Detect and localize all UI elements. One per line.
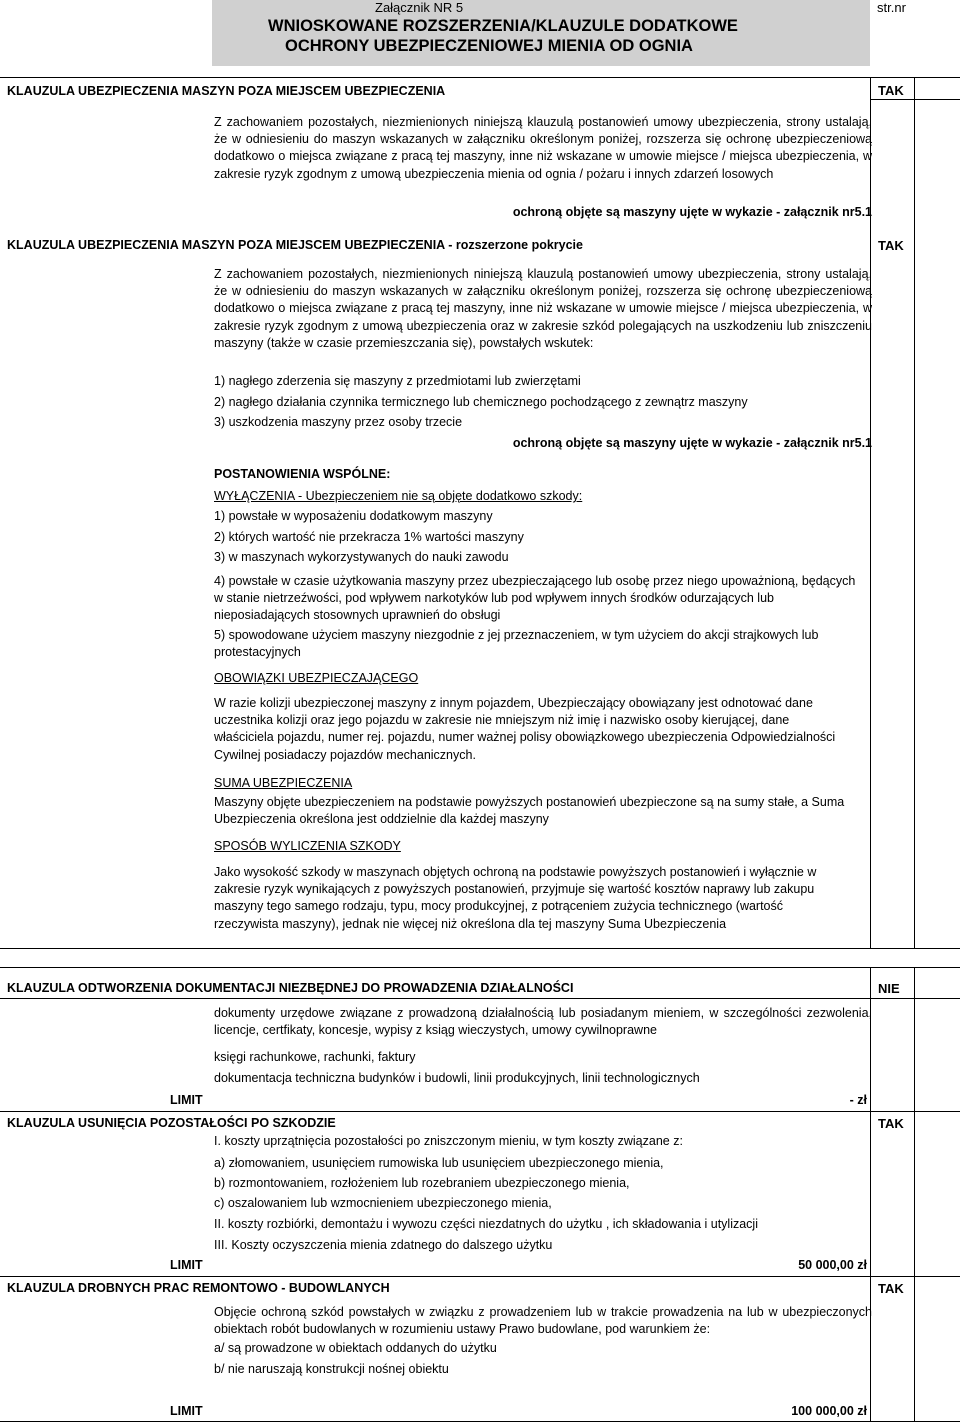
list-item: 3) uszkodzenia maszyny przez osoby trzecie [214, 415, 463, 429]
document-title-line1: WNIOSKOWANE ROZSZERZENIA/KLAUZULE DODATKOWE [268, 17, 738, 35]
sum-body: Maszyny objęte ubezpieczeniem na podstawie powyższych postanowień ubezpieczone są na sumy stałe, a Suma Ubezpieczenia określona jest oddzielnie dla każdej maszyny [214, 795, 845, 827]
list-item: I. koszty uprzątnięcia pozostałości po zniszczonym mieniu, w tym koszty związane z: [214, 1134, 683, 1148]
exclusions-title: WYŁĄCZENIA - Ubezpieczeniem nie są objęte dodatkowo szkody: [214, 489, 583, 503]
limit-value: 100 000,00 zł [791, 1404, 867, 1418]
section-answer: TAK [878, 83, 904, 98]
rule [0, 1276, 960, 1277]
document-title-line2: OCHRONY UBEZPIECZENIOWEJ MIENIA OD OGNIA [285, 37, 693, 55]
limit-value: - zł [849, 1093, 867, 1107]
section-title-documentation: KLAUZULA ODTWORZENIA DOKUMENTACJI NIEZBĘDNEJ DO PROWADZENIA DZIAŁALNOŚCI [7, 981, 574, 995]
section-body: Objęcie ochroną szkód powstałych w związku z prowadzeniem lub w trakcie prowadzenia na lub w ubezpieczonych obiektach robót budowlanych w rozumieniu ustawy Prawo budowlane, pod warunkiem że: [214, 1305, 872, 1337]
section-body: Z zachowaniem pozostałych, niezmienionych niniejszą klauzulą postanowień umowy ubezpieczenia, strony ustalają, że w odniesieniu do maszyn wskazanych w załączniku określonym poniżej, rozszerza się ochronę ubezpieczeniową dodatkowo o miejsca związane z pracą tej maszyny, inne niż wskazane w umowie miejsce / miejsca ubezpieczenia, w zakresie ryzyk zgodnym z umową ubezpieczenia mienia od ognia / pożaru i innych zdarzeń losowych [214, 115, 872, 181]
list-item: 2) nagłego działania czynnika termicznego lub chemicznego pochodzącego z zewnątrz maszyny [214, 395, 748, 409]
sum-title: SUMA UBEZPIECZENIA [214, 776, 353, 790]
rule [0, 1421, 960, 1422]
section-title-debris-removal: KLAUZULA USUNIĘCIA POZOSTAŁOŚCI PO SZKODZIE [7, 1116, 336, 1130]
list-item: b) rozmontowaniem, rozłożeniem lub rozebraniem ubezpieczonego mienia, [214, 1176, 630, 1190]
duties-body: W razie kolizji ubezpieczonej maszyny z innym pojazdem, Ubezpieczający obowiązany jest odnotować dane uczestnika kolizji oraz jego pojazdu w zakresie nie mniejszym niż imię i nazwisko osoby kierującej, dane właściciela pojazdu, numer rej. pojazdu, numer ważnej polisy obowiązkowego ubezpieczenia Odpowiedzialności Cywilnej posiadaczy pojazdów mechanicznych. [214, 696, 836, 762]
duties-title: OBOWIĄZKI UBEZPIECZAJĄCEGO [214, 671, 419, 685]
rule [870, 99, 960, 100]
limit-label: LIMIT [170, 1258, 203, 1272]
common-provisions-title: POSTANOWIENIA WSPÓLNE: [214, 467, 391, 481]
list-item: a/ są prowadzone w obiektach oddanych do użytku [214, 1341, 497, 1355]
attachment-label: Załącznik NR 5 [375, 0, 464, 15]
page-number-label: str.nr [877, 0, 906, 15]
list-item: 1) powstałe w wyposażeniu dodatkowym maszyny [214, 509, 493, 523]
limit-label: LIMIT [170, 1093, 203, 1107]
section-title-construction-works: KLAUZULA DROBNYCH PRAC REMONTOWO - BUDOWLANYCH [7, 1281, 390, 1295]
list-item: b/ nie naruszają konstrukcji nośnej obiektu [214, 1362, 449, 1376]
section-note: ochroną objęte są maszyny ujęte w wykazie - załącznik nr5.1 [512, 205, 872, 219]
section-answer: NIE [878, 981, 900, 996]
section-body: dokumenty urzędowe związane z prowadzoną działalnością lub posiadanym mieniem, w szczególności zezwolenia, licencje, certfikaty, koncesje, wypisy z ksiąg wieczystych, umowy cywilnoprawne [214, 1006, 872, 1038]
list-item: księgi rachunkowe, rachunki, faktury [214, 1050, 416, 1064]
list-item: c) oszalowaniem lub wzmocnieniem ubezpieczonego mienia, [214, 1196, 552, 1210]
list-item: III. Koszty oczyszczenia mienia zdatnego do dalszego użytku [214, 1238, 553, 1252]
limit-label: LIMIT [170, 1404, 203, 1418]
list-item: 2) których wartość nie przekracza 1% wartości maszyny [214, 530, 524, 544]
list-item: II. koszty rozbiórki, demontażu i wywozu części niezdatnych do użytku , ich składowania i utylizacji [214, 1217, 758, 1231]
section-answer: TAK [878, 238, 904, 253]
list-item: dokumentacja techniczna budynków i budowli, linii produkcyjnych, linii technologicznych [214, 1071, 700, 1085]
section-body: Z zachowaniem pozostałych, niezmienionych niniejszą klauzulą postanowień umowy ubezpieczenia, strony ustalają, że w odniesieniu do maszyn wskazanych w załączniku określonym poniżej, rozszerza się ochronę ubezpieczeniową dodatkowo o miejsca związane z pracą tej maszyny, inne niż wskazane w umowie miejsce / miejsca ubezpieczenia, w zakresie ryzyk zgodnym z umową ubezpieczenia oraz w zakresie szkód polegających na uszkodzeniu lub zniszczeniu maszyny (także w czasie przemieszczania się), powstałych wskutek: [214, 267, 872, 350]
calc-body: Jako wysokość szkody w maszynach objętych ochroną na podstawie powyższych postanowień i wyłącznie w zakresie ryzyk wynikających z powyższych postanowień, przyjmuje się wartość kosztów naprawy lub zakupu maszyny tego samego rodzaju, typu, mocy produkcyjnej, z potrąceniem zużycia technicznego (wartość rzeczywista maszyny), jednak nie więcej niż określona dla tej maszyny Suma Ubezpieczenia [214, 865, 817, 931]
rule [0, 998, 960, 999]
list-item: a) złomowaniem, usunięciem rumowiska lub usunięciem ubezpieczonego mienia, [214, 1156, 664, 1170]
section-title-machines-extended: KLAUZULA UBEZPIECZENIA MASZYN POZA MIEJSCEM UBEZPIECZENIA - rozszerzone pokrycie [7, 238, 583, 252]
rule [0, 77, 960, 78]
rule [0, 967, 960, 968]
section-title-machines-outside: KLAUZULA UBEZPIECZENIA MASZYN POZA MIEJSCEM UBEZPIECZENIA [7, 84, 446, 98]
list-item: 3) w maszynach wykorzystywanych do nauki zawodu [214, 550, 509, 564]
section-note: ochroną objęte są maszyny ujęte w wykazie - załącznik nr5.1 [512, 436, 872, 450]
column-divider [914, 967, 915, 1422]
rule [0, 948, 960, 949]
list-item: 4) powstałe w czasie użytkowania maszyny przez ubezpieczającego lub osobę przez niego upoważnioną, będących w stanie nietrzeźwości, pod wpływem narkotyków lub pod wpływem innych środków odurzających lub nieposiadających stosownych uprawnień do obsługi [214, 574, 856, 623]
list-item: 5) spowodowane użyciem maszyny niezgodnie z jej przeznaczeniem, w tym użyciem do akcji strajkowych lub protestacyjnych [214, 628, 819, 660]
section-answer: TAK [878, 1281, 904, 1296]
rule [0, 1111, 960, 1112]
section-answer: TAK [878, 1116, 904, 1131]
calc-title: SPOSÓB WYLICZENIA SZKODY [214, 839, 401, 853]
limit-value: 50 000,00 zł [798, 1258, 867, 1272]
list-item: 1) nagłego zderzenia się maszyny z przedmiotami lub zwierzętami [214, 374, 581, 388]
column-divider [914, 77, 915, 949]
